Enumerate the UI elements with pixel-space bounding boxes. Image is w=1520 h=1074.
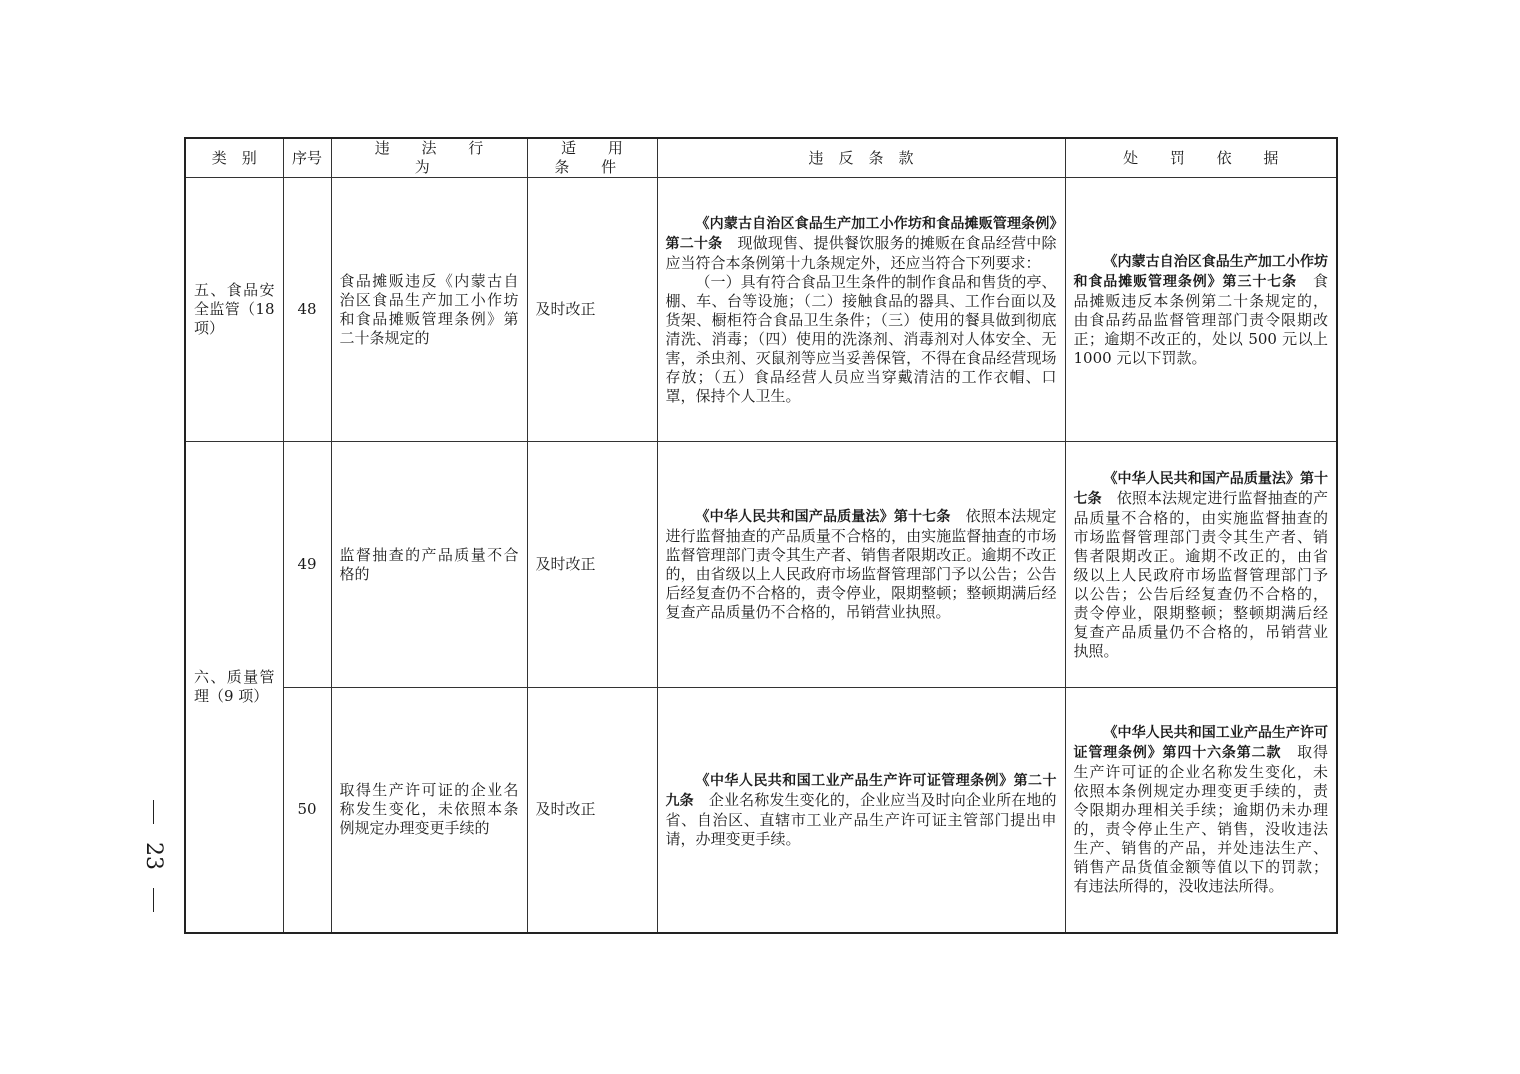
condition-cell: 及时改正: [527, 178, 657, 442]
clause-sub: （一）具有符合食品卫生条件的制作食品和售货的亭、棚、车、台等设施；（二）接触食品的器具、工作台面以及货架、橱柜符合食品卫生条件；（三）使用的餐具做到彻底清洗、消毒；（四）使用的洗涤剂、消毒剂对人体安全、无害，杀虫剂、灭鼠剂等应当妥善保管，不得在食品经营现场存放；（五）食品经营人员应当穿戴清洁的工作衣帽、口罩，保持个人卫生。: [665, 272, 1057, 405]
basis-cell: [1065, 178, 1337, 442]
category-cell: 六、质量管理（9 项）: [185, 442, 283, 933]
clause-text: 现做现售、提供餐饮服务的摊贩在食品经营中除应当符合本条例第十九条规定外，还应当符合下列要求：: [665, 233, 1057, 272]
penalty-table: [184, 137, 1338, 934]
clause-cell: [657, 442, 1065, 688]
table-header-row: [185, 138, 1337, 178]
header-condition: 适 用 条 件: [527, 138, 657, 178]
clause-lead: 《中华人民共和国工业产品生产许可证管理条例》第二十九条: [665, 772, 1057, 809]
table-row: [185, 688, 1337, 933]
table-row: [185, 442, 1337, 688]
basis-lead: 《中华人民共和国工业产品生产许可证管理条例》第四十六条第二款: [1073, 725, 1328, 762]
basis-cell: [1065, 442, 1337, 688]
violation-cell: 监督抽查的产品质量不合格的: [331, 442, 527, 688]
basis-text: 取得生产许可证的企业名称发生变化，未依照本条例规定办理变更手续的，责令限期办理相关手续；逾期仍未办理的，责令停止生产、销售，没收违法生产、销售的产品，并处违法生产、销售产品货值金额等值以下的罚款；有违法所得的，没收违法所得。: [1073, 743, 1328, 896]
clause-cell: [657, 688, 1065, 933]
header-basis: 处 罚 依 据: [1065, 138, 1337, 178]
condition-cell: 及时改正: [527, 442, 657, 688]
header-violation: 违 法 行 为: [331, 138, 527, 178]
violation-cell: 食品摊贩违反《内蒙古自治区食品生产加工小作坊和食品摊贩管理条例》第二十条规定的: [331, 178, 527, 442]
seq-cell: 49: [283, 442, 331, 688]
header-seq: 序号: [283, 138, 331, 178]
basis-lead: 《内蒙古自治区食品生产加工小作坊和食品摊贩管理条例》第三十七条: [1073, 253, 1328, 290]
clause-lead: 《中华人民共和国产品质量法》第十七条: [695, 509, 951, 525]
basis-cell: [1065, 688, 1337, 933]
page-number-dash-bottom: [153, 888, 154, 912]
header-category: 类 别: [185, 138, 283, 178]
condition-cell: 及时改正: [527, 688, 657, 933]
clause-cell: [657, 178, 1065, 442]
clause-text: 企业名称发生变化的，企业应当及时向企业所在地的省、自治区、直辖市工业产品生产许可证主管部门提出申请，办理变更手续。: [665, 790, 1057, 848]
violation-cell: 取得生产许可证的企业名称发生变化，未依照本条例规定办理变更手续的: [331, 688, 527, 933]
clause-text: 依照本法规定进行监督抽查的产品质量不合格的，由实施监督抽查的市场监督管理部门责令其生产者、销售者限期改正。逾期不改正的，由省级以上人民政府市场监督管理部门予以公告；公告后经复查仍不合格的，责令停业，限期整顿；整顿期满后经复查产品质量仍不合格的，吊销营业执照。: [665, 507, 1057, 621]
seq-cell: 48: [283, 178, 331, 442]
page-number-dash-top: [153, 800, 154, 824]
table-row: [185, 178, 1337, 442]
seq-cell: 50: [283, 688, 331, 933]
basis-lead: 《中华人民共和国产品质量法》第十七条: [1073, 470, 1328, 507]
basis-text: 依照本法规定进行监督抽查的产品质量不合格的，由实施监督抽查的市场监督管理部门责令其生产者、销售者限期改正。逾期不改正的，由省级以上人民政府市场监督管理部门予以公告；公告后经复查仍不合格的，责令停业，限期整顿；整顿期满后经复查产品质量仍不合格的，吊销营业执照。: [1073, 488, 1328, 660]
page-number-text: 23: [141, 842, 166, 870]
basis-text: 食品摊贩违反本条例第二十条规定的，由食品药品监督管理部门责令限期改正；逾期不改正的，处以 500 元以上 1000 元以下罚款。: [1073, 271, 1328, 367]
header-clause: 违 反 条 款: [657, 138, 1065, 178]
clause-lead: 《内蒙古自治区食品生产加工小作坊和食品摊贩管理条例》第二十条: [665, 215, 1057, 252]
page-number: [136, 800, 170, 912]
category-cell: 五、食品安全监管（18 项）: [185, 178, 283, 442]
